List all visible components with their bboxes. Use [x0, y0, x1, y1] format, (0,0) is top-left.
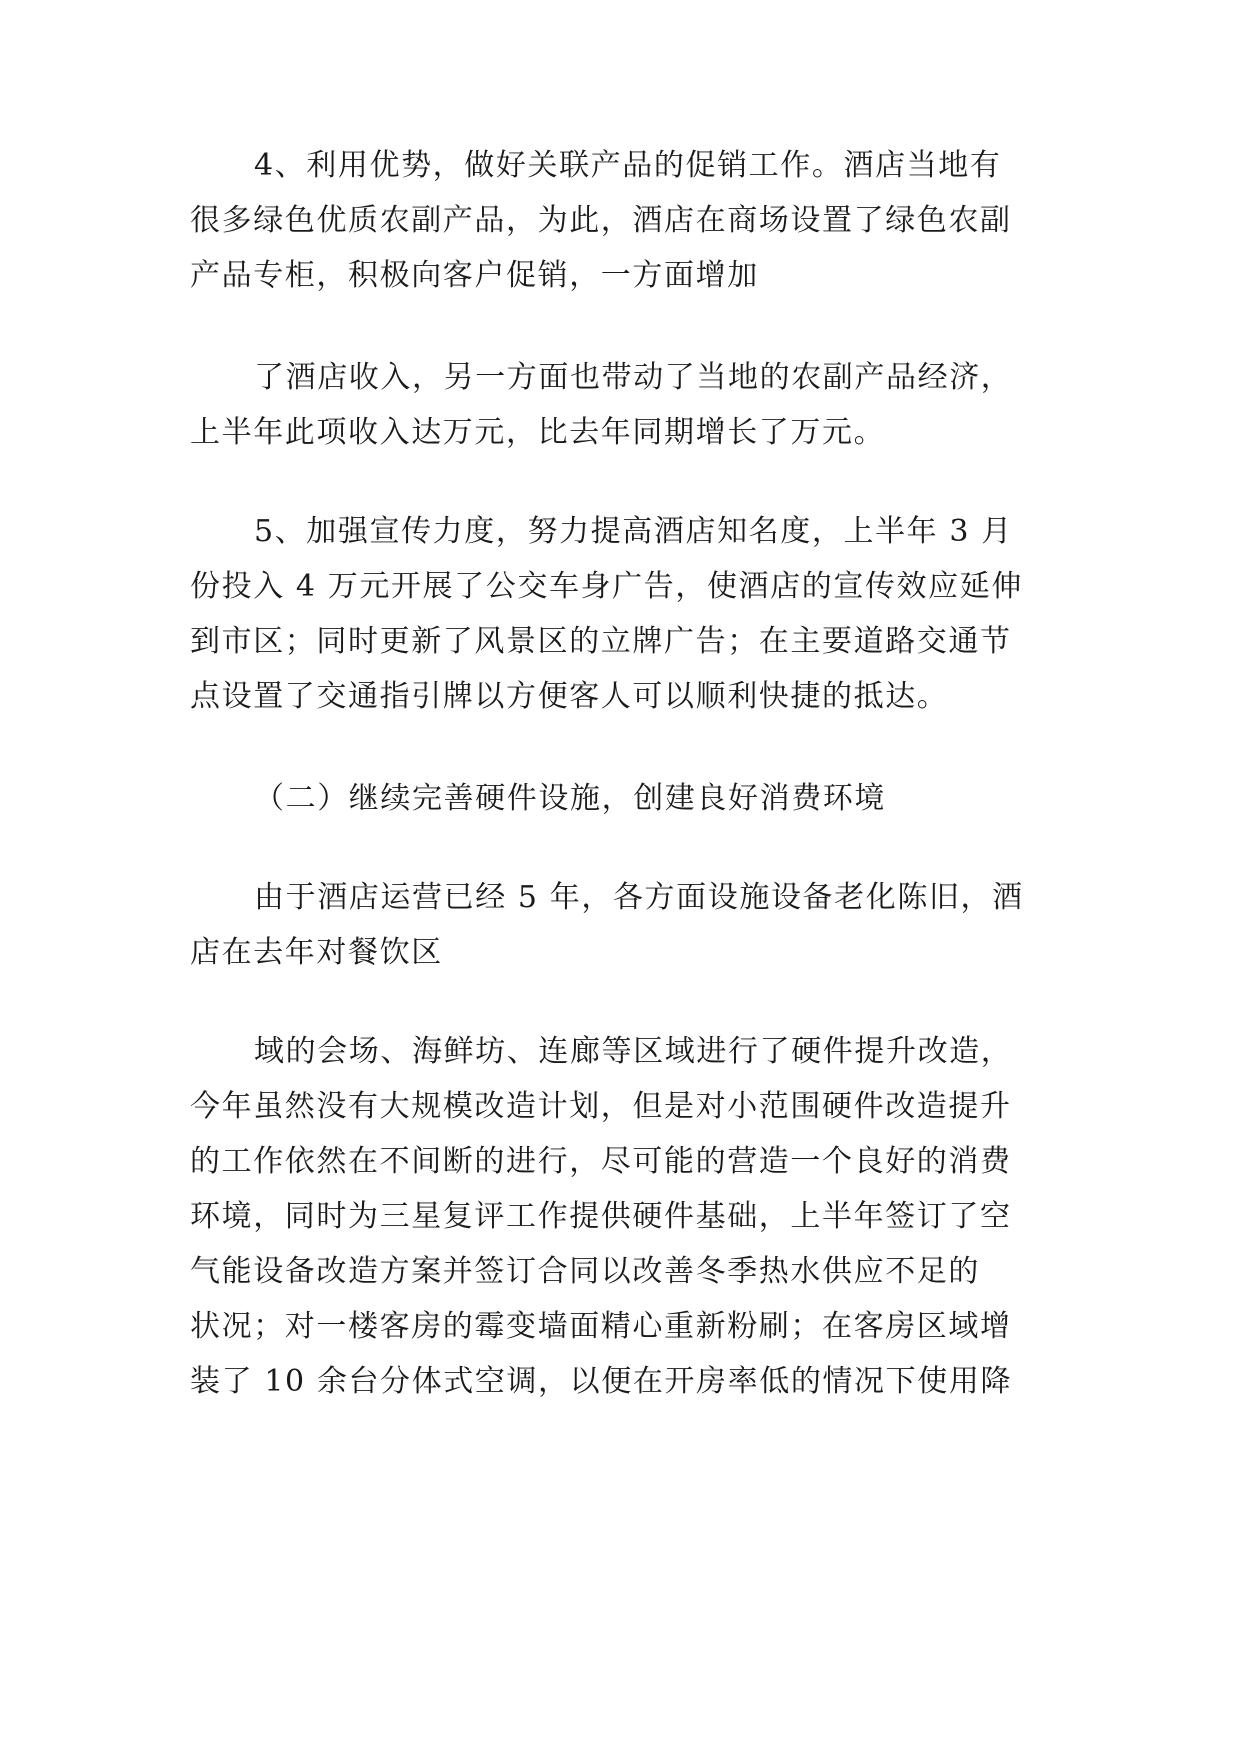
section-heading: [190, 771, 1070, 826]
text-line: 了酒店收入，另一方面也带动了当地的农副产品经济，: [254, 360, 1013, 395]
text-line: 上半年此项收入达万元，比去年同期增长了万元。: [190, 415, 886, 450]
text-line: 域的会场、海鲜坊、连廊等区域进行了硬件提升改造，: [254, 1034, 1013, 1069]
text-line: 状况；对一楼客房的霉变墙面精心重新粉刷；在客房区域增: [190, 1309, 1012, 1344]
text-line: 4、利用优势，做好关联产品的促销工作。酒店当地有: [254, 148, 1002, 183]
paragraph-hardware-upgrade: [190, 1024, 1070, 1409]
paragraph-promotion: [190, 504, 1070, 724]
text-line: 店在去年对餐饮区: [190, 935, 443, 970]
text-line: 产品专柜，积极向客户促销，一方面增加: [190, 258, 759, 293]
paragraph-facility-aging: [190, 870, 1070, 980]
text-line: 5、加强宣传力度，努力提高酒店知名度，上半年 3 月: [254, 514, 1013, 549]
text-line: 由于酒店运营已经 5 年，各方面设施设备老化陈旧，酒: [254, 880, 1024, 915]
paragraph-revenue-continuation: [190, 350, 1070, 460]
text-line: 很多绿色优质农副产品，为此，酒店在商场设置了绿色农副: [190, 203, 1012, 238]
section-heading-text: （二）继续完善硬件设施，创建良好消费环境: [254, 781, 886, 816]
paragraph-related-products: [190, 138, 1070, 303]
text-line: 装了 10 余台分体式空调，以便在开房率低的情况下使用降: [190, 1364, 1013, 1399]
text-line: 的工作依然在不间断的进行，尽可能的营造一个良好的消费: [190, 1144, 1012, 1179]
text-line: 气能设备改造方案并签订合同以改善冬季热水供应不足的: [190, 1254, 980, 1289]
text-line: 点设置了交通指引牌以方便客人可以顺利快捷的抵达。: [190, 679, 949, 714]
text-line: 到市区；同时更新了风景区的立牌广告；在主要道路交通节: [190, 624, 1012, 659]
text-line: 环境，同时为三星复评工作提供硬件基础，上半年签订了空: [190, 1199, 1012, 1234]
text-line: 今年虽然没有大规模改造计划，但是对小范围硬件改造提升: [190, 1089, 1012, 1124]
text-line: 份投入 4 万元开展了公交车身广告，使酒店的宣传效应延伸: [190, 569, 1023, 604]
